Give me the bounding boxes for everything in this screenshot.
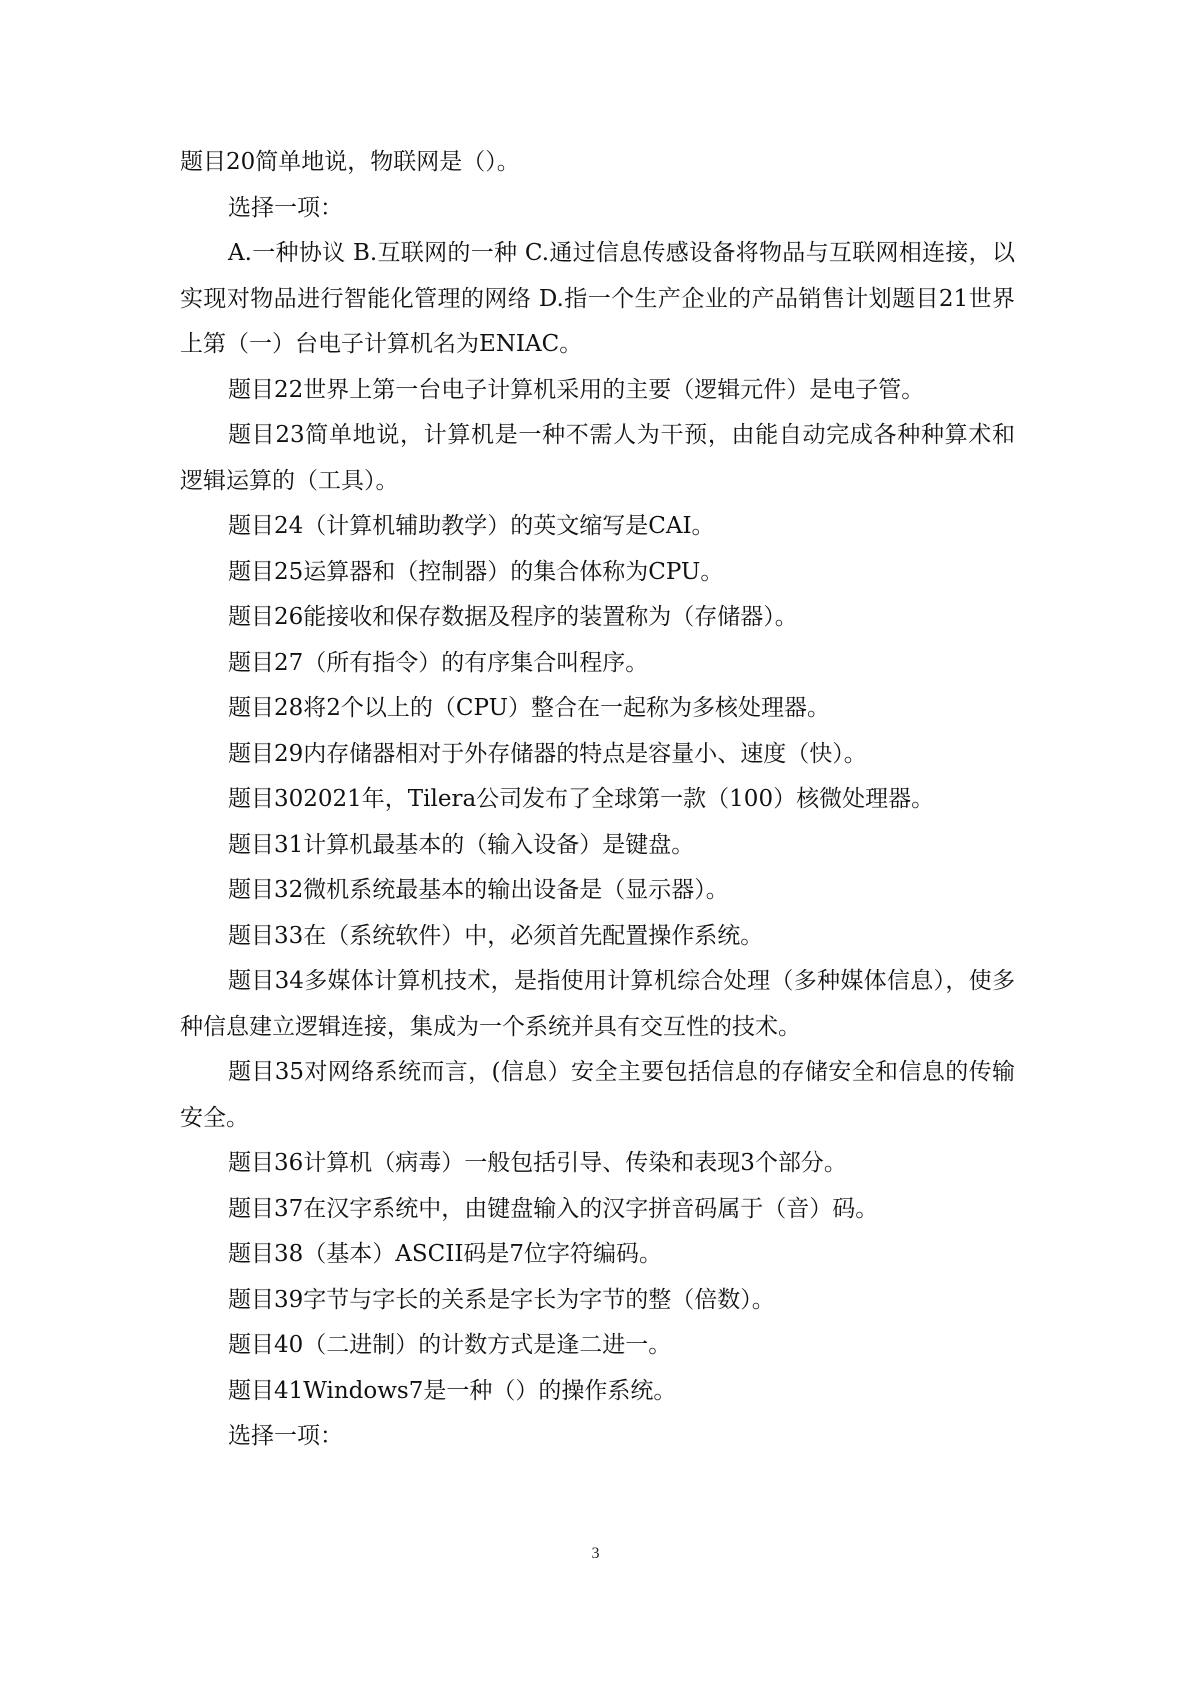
question-20-text: 题目20简单地说，物联网是（）。 (180, 149, 520, 175)
question-30-text: 题目302021年，Tilera公司发布了全球第一款（100）核微处理器。 (228, 786, 935, 812)
question-23-text: 题目23简单地说，计算机是一种不需人为干预，由能自动完成各种种算术和逻辑运算的（工具）。 (180, 422, 1015, 494)
question-34-text: 题目34多媒体计算机技术，是指使用计算机综合处理（多种媒体信息），使多种信息建立逻辑连接，集成为一个系统并具有交互性的技术。 (180, 968, 1015, 1040)
choose-one-label: 选择一项： (228, 194, 343, 221)
question-41-text: 题目41Windows7是一种（）的操作系统。 (228, 1377, 677, 1404)
question-35-text: 题目35对网络系统而言，(信息）安全主要包括信息的存储安全和信息的传输安全。 (180, 1059, 1015, 1131)
question-22-text: 题目22世界上第一台电子计算机采用的主要（逻辑元件）是电子管。 (228, 376, 925, 403)
document-page (180, 140, 1015, 1460)
question-33-text: 题目33在（系统软件）中，必须首先配置操作系统。 (228, 922, 764, 949)
question-25-text: 题目25运算器和（控制器）的集合体称为CPU。 (228, 558, 724, 585)
question-36-text: 题目36计算机（病毒）一般包括引导、传染和表现3个部分。 (228, 1150, 847, 1176)
question-29-text: 题目29内存储器相对于外存储器的特点是容量小、速度（快）。 (228, 740, 867, 767)
question-24-text: 题目24（计算机辅助教学）的英文缩写是CAI。 (228, 513, 715, 539)
question-37-text: 题目37在汉字系统中，由键盘输入的汉字拼音码属于（音）码。 (228, 1195, 879, 1222)
question-38-text: 题目38（基本）ASCII码是7位字符编码。 (228, 1241, 663, 1267)
question-31-text: 题目31计算机最基本的（输入设备）是键盘。 (228, 831, 695, 858)
question-40-text: 题目40（二进制）的计数方式是逢二进一。 (228, 1332, 672, 1358)
question-26-text: 题目26能接收和保存数据及程序的装置称为（存储器）。 (228, 604, 798, 630)
question-28-text: 题目28将2个以上的（CPU）整合在一起称为多核处理器。 (228, 695, 830, 721)
question-32-text: 题目32微机系统最基本的输出设备是（显示器）。 (228, 877, 729, 903)
question-20-options-and-question-21: A.一种协议 B.互联网的一种 C.通过信息传感设备将物品与互联网相连接，以实现对物品进行智能化管理的网络 D.指一个生产企业的产品销售计划题目21世界上第（一）台电子计算机名为ENIAC。 (180, 240, 1015, 357)
question-27-text: 题目27（所有指令）的有序集合叫程序。 (228, 649, 649, 676)
page-number: 3 (591, 1545, 600, 1562)
question-39-text: 题目39字节与字长的关系是字长为字节的整（倍数）。 (228, 1286, 775, 1313)
choose-one-label: 选择一项： (228, 1423, 343, 1449)
